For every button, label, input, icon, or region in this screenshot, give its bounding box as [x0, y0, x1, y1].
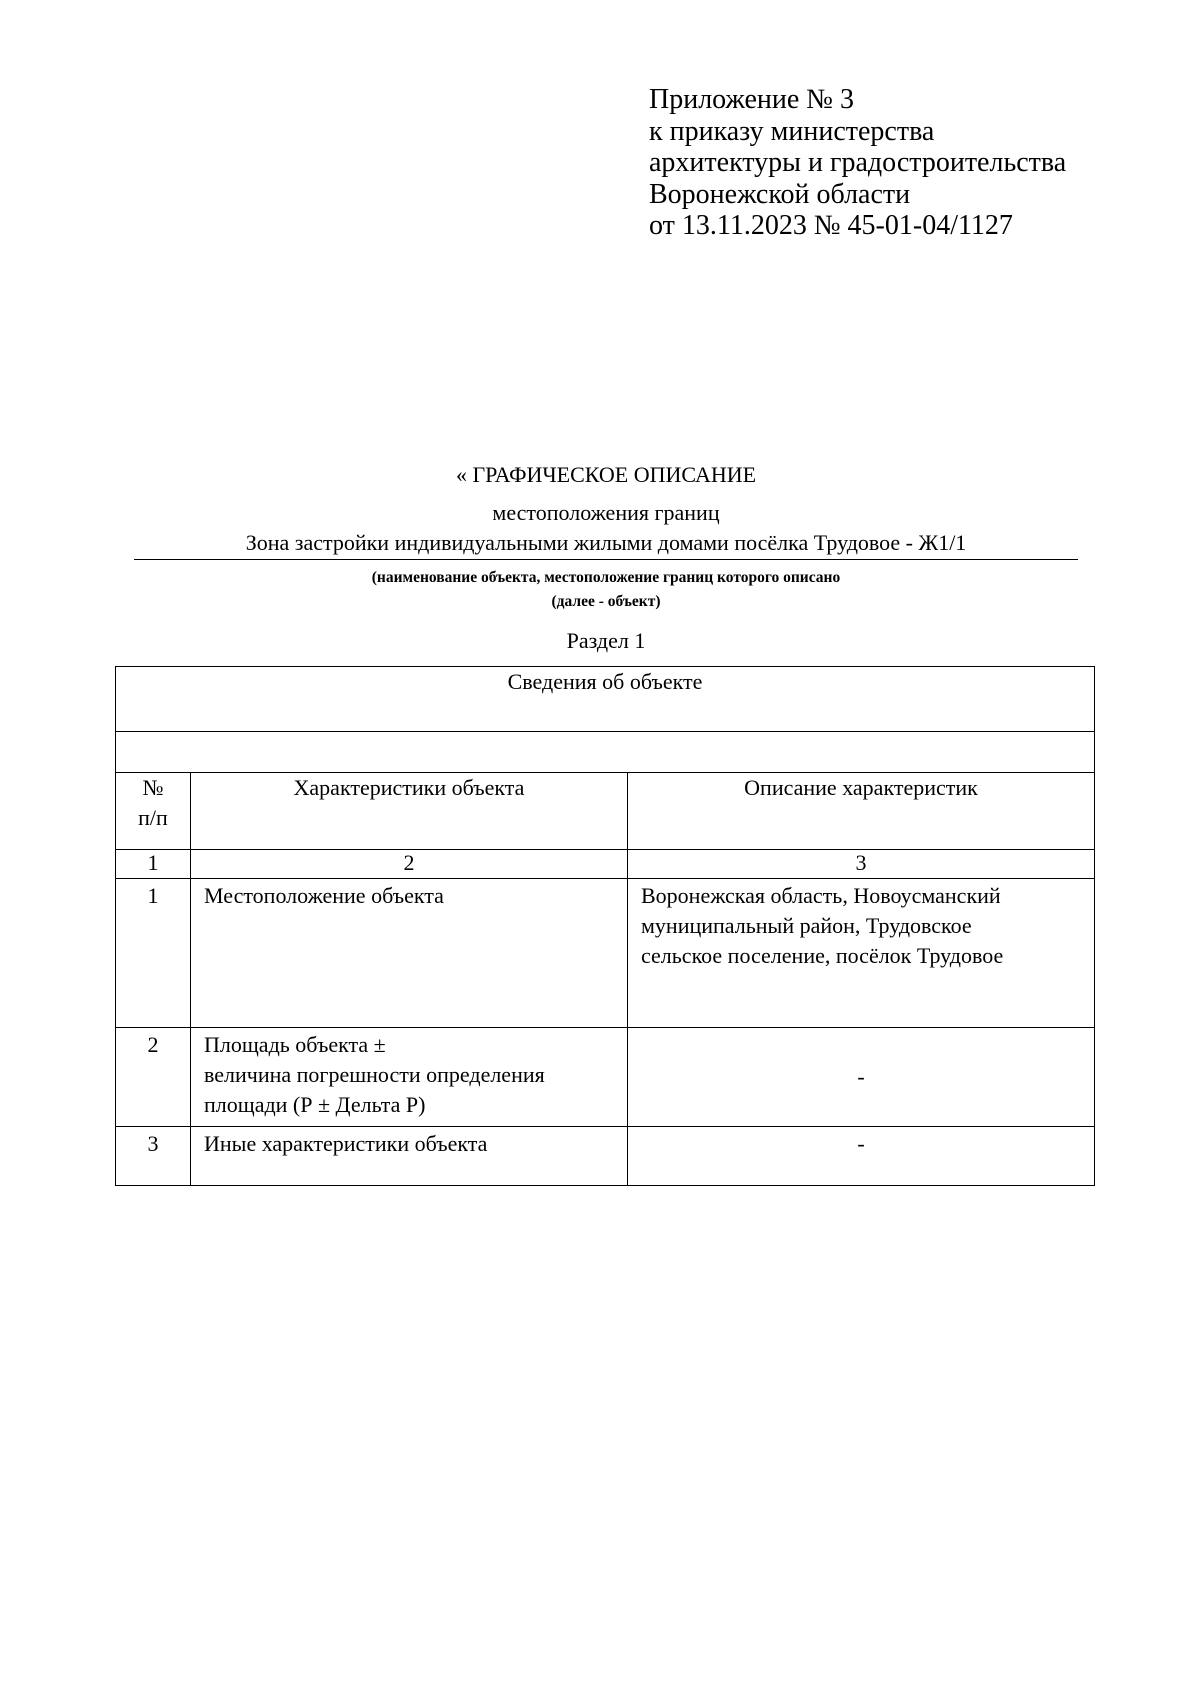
row-description: - [628, 1028, 1095, 1127]
table-heading-row [116, 667, 1095, 732]
empty-cell [116, 732, 1095, 773]
table-heading: Сведения об объекте [116, 667, 1095, 732]
row-characteristic [191, 1028, 628, 1127]
section-title: Раздел 1 [566, 628, 646, 653]
table-row [116, 1028, 1095, 1127]
characteristic-line: Площадь объекта ± [204, 1032, 386, 1057]
column-index: 3 [628, 850, 1095, 879]
row-number: 2 [116, 1028, 191, 1127]
object-info-table [115, 666, 1095, 1186]
column-index: 1 [116, 850, 191, 879]
characteristic-line: площади (Р ± Дельта Р) [204, 1092, 426, 1117]
characteristic-line: Местоположение объекта [204, 883, 444, 908]
description-line: муниципальный район, Трудовское [641, 913, 972, 938]
table-empty-row [116, 732, 1095, 773]
object-name-caption [134, 566, 1078, 614]
appendix-line: архитектуры и градостроительства [649, 147, 1067, 178]
appendix-line: Воронежской области [649, 178, 911, 210]
document-subtitle: местоположения границ [492, 500, 720, 525]
row-description [628, 879, 1095, 1028]
appendix-line: к приказу министерства [649, 115, 935, 147]
row-number: 3 [116, 1127, 191, 1186]
column-header-num [116, 773, 191, 850]
column-header-characteristics: Характеристики объекта [191, 773, 628, 850]
description-line: сельское поселение, посёлок Трудовое [641, 943, 1004, 968]
row-characteristic [191, 879, 628, 1028]
row-description: - [628, 1127, 1095, 1186]
column-header-num-line: № [142, 775, 164, 800]
table-row [116, 879, 1095, 1028]
column-index-row [116, 850, 1095, 879]
caption-line: (далее - объект) [551, 593, 661, 610]
column-header-num-line: п/п [138, 805, 168, 830]
appendix-line: Приложение № 3 [649, 84, 854, 115]
characteristic-line: Иные характеристики объекта [204, 1131, 488, 1156]
caption-line: (наименование объекта, местоположение границ которого описано [371, 569, 841, 586]
appendix-line: от 13.11.2023 № 45-01-04/1127 [649, 210, 1013, 241]
description-line: Воронежская область, Новоусманский [641, 883, 1001, 908]
column-header-description: Описание характеристик [628, 773, 1095, 850]
object-name: Зона застройки индивидуальными жилыми домами посёлка Трудовое - Ж1/1 [134, 528, 1078, 560]
row-characteristic [191, 1127, 628, 1186]
column-index: 2 [191, 850, 628, 879]
appendix-note [649, 84, 1066, 242]
document-title: « ГРАФИЧЕСКОЕ ОПИСАНИЕ [455, 462, 757, 487]
characteristic-line: величина погрешности определения [204, 1062, 545, 1087]
table-row [116, 1127, 1095, 1186]
column-header-row [116, 773, 1095, 850]
row-number: 1 [116, 879, 191, 1028]
